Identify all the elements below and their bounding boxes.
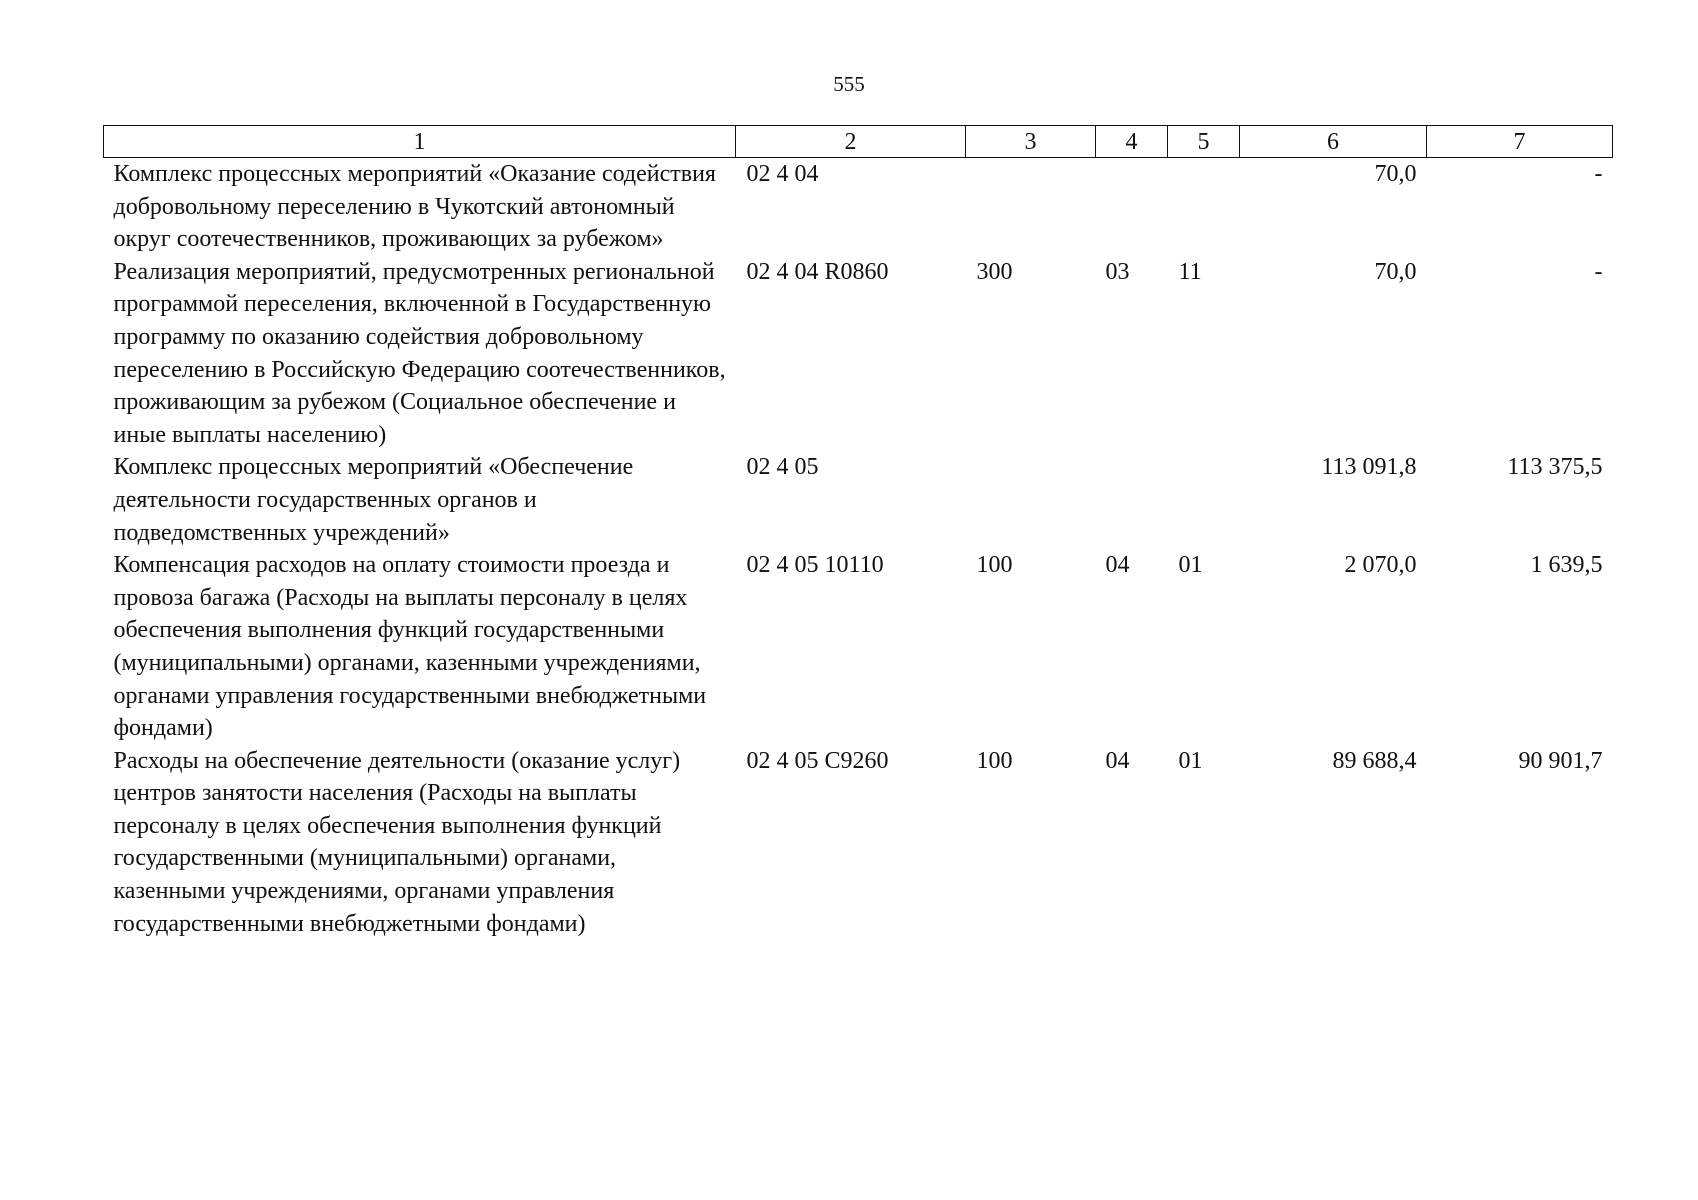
column-header-7: 7 [1427,126,1613,158]
table-row [104,451,1613,549]
row-col4: 04 [1105,552,1130,579]
row-col7: 1 639,5 [1530,552,1603,579]
column-header-2: 2 [736,126,966,158]
row-code: 02 4 05 [746,454,819,481]
row-col7: - [1594,258,1603,285]
row-code: 02 4 04 [746,161,819,187]
row-name: Комплекс процессных мероприятий «Обеспечение деятельности государственных органов и подведомственных учреждений» [113,454,634,546]
column-header-3: 3 [966,126,1096,158]
column-header-5: 5 [1168,126,1240,158]
row-col5: 11 [1178,258,1202,285]
header-row [104,126,1613,158]
row-col4: 04 [1105,747,1130,774]
row-name: Компенсация расходов на оплату стоимости проезда и провоза багажа (Расходы на выплаты персоналу в целях обеспечения выполнения функций государственными (муниципальными) органами, казенными учреждениями, органами управления государственными внебюджетными фондами) [113,552,707,742]
row-name: Расходы на обеспечение деятельности (оказание услуг) центров занятости населения (Расходы на выплаты персоналу в целях обеспечения выполнения функций государственными (муниципальными) органами, казенными учреждениями, органами управления государственными внебюджетными фондами) [113,747,681,937]
table-body [104,158,1613,941]
table-header [104,126,1613,158]
row-col6: 89 688,4 [1332,747,1417,774]
table-row [104,549,1613,745]
row-col6: 70,0 [1374,258,1417,285]
row-code: 02 4 04 R0860 [746,258,889,285]
row-code: 02 4 05 С9260 [746,747,889,774]
row-col3 [966,158,1096,256]
row-col5 [1168,451,1240,549]
row-col5: 01 [1178,552,1203,579]
row-col3: 300 [976,258,1013,285]
row-col7: 113 375,5 [1507,454,1603,481]
column-header-4: 4 [1096,126,1168,158]
row-col7: 90 901,7 [1518,747,1603,774]
table-row [104,256,1613,452]
column-header-1: 1 [104,126,736,158]
row-col3 [966,451,1096,549]
row-col5: 01 [1178,747,1203,774]
row-name: Комплекс процессных мероприятий «Оказание содействия добровольному переселению в Чукотский автономный округ соотечественников, проживающих за рубежом» [113,161,716,253]
row-name: Реализация мероприятий, предусмотренных региональной программой переселения, включенной в Государственную программу по оказанию содействия добровольному переселению в Российскую Федерацию соотечественников, проживающим за рубежом (Социальное обеспечение и иные выплаты населению) [113,258,726,448]
table-row [104,745,1613,941]
row-col7: - [1594,161,1603,187]
row-col6: 70,0 [1374,161,1417,187]
row-col4 [1096,158,1168,256]
row-col3: 100 [976,747,1013,774]
row-col6: 2 070,0 [1344,552,1417,579]
row-col3: 100 [976,552,1013,579]
budget-table [103,125,1613,940]
column-header-6: 6 [1240,126,1427,158]
row-col6: 113 091,8 [1321,454,1417,481]
row-col5 [1168,158,1240,256]
table-row [104,158,1613,256]
row-col4: 03 [1105,258,1130,285]
row-col4 [1096,451,1168,549]
page-number: 555 [833,72,865,96]
row-code: 02 4 05 10110 [746,552,884,579]
